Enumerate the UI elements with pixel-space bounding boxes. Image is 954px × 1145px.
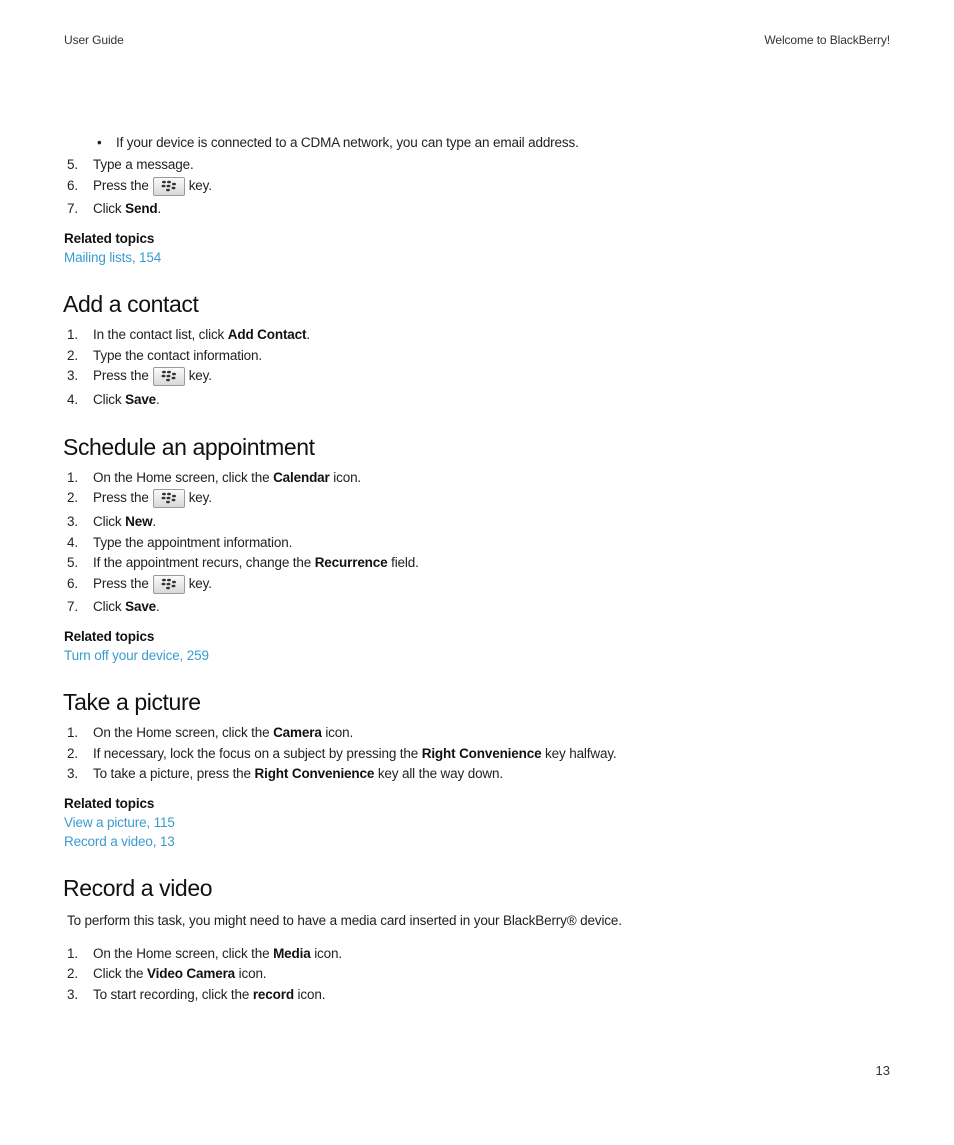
step-bold: Right Convenience — [421, 746, 542, 761]
section-title-take-picture: Take a picture — [63, 689, 201, 715]
section-title-add-contact: Add a contact — [63, 291, 199, 317]
step-text-pre: To start recording, click the — [93, 987, 253, 1002]
step-text — [93, 199, 161, 219]
step-text-post: key. — [188, 178, 212, 193]
step-text-post: key. — [188, 368, 212, 383]
step-number: 2. — [67, 966, 78, 981]
section-title-record-video: Record a video — [63, 875, 213, 901]
step-text: Type a message. — [93, 157, 194, 172]
blackberry-menu-key-icon — [153, 489, 185, 508]
step-text-pre: If the appointment recurs, change the — [93, 555, 315, 570]
step-number: 5. — [67, 555, 78, 570]
step-number: 6. — [67, 178, 78, 193]
step-bold: Camera — [273, 725, 322, 740]
step-text-pre: Press the — [93, 576, 149, 591]
step-text-post: . — [157, 201, 162, 216]
step-number: 5. — [67, 157, 78, 172]
step-text-pre: Click — [93, 514, 126, 529]
step-number: 2. — [67, 348, 78, 363]
step-number: 1. — [67, 725, 78, 740]
step-text-pre: On the Home screen, click the — [93, 946, 274, 961]
step-number: 3. — [67, 766, 78, 781]
link-record-video[interactable]: Record a video, 13 — [64, 834, 175, 849]
step-text-pre: Press the — [93, 368, 149, 383]
step-text-post: key. — [188, 490, 212, 505]
step-text — [93, 597, 160, 617]
bullet-text: If your device is connected to a CDMA network, you can type an email address. — [116, 135, 579, 150]
step-text — [93, 390, 160, 410]
step-number: 3. — [67, 368, 78, 383]
step-text-pre: On the Home screen, click the — [93, 725, 274, 740]
related-topics-heading: Related topics — [64, 796, 155, 811]
link-mailing-lists[interactable]: Mailing lists, 154 — [64, 250, 162, 265]
step-text — [93, 764, 503, 784]
step-bold: New — [125, 514, 153, 529]
step-text-pre: Click — [93, 392, 126, 407]
step-number: 4. — [67, 535, 78, 550]
step-text — [93, 512, 156, 532]
step-text-pre: Press the — [93, 490, 149, 505]
step-bold: Right Convenience — [254, 766, 375, 781]
step-bold: Add Contact — [227, 327, 307, 342]
step-text-post: . — [156, 392, 160, 407]
step-text — [93, 723, 353, 743]
step-text: Type the contact information. — [93, 348, 262, 363]
step-text-post: key. — [188, 576, 212, 591]
step-text-pre: Click — [93, 599, 126, 614]
page-number: 13 — [875, 1063, 890, 1078]
step-text — [93, 985, 325, 1005]
step-bold: Save — [125, 392, 157, 407]
step-text-pre: If necessary, lock the focus on a subject by pressing the — [93, 746, 422, 761]
section-title-schedule-appointment: Schedule an appointment — [63, 434, 315, 460]
bullet-marker: • — [97, 135, 102, 150]
step-bold: Send — [125, 201, 158, 216]
link-view-picture[interactable]: View a picture, 115 — [64, 815, 175, 830]
step-bold: Video Camera — [147, 966, 236, 981]
step-text — [93, 744, 617, 764]
step-number: 4. — [67, 392, 78, 407]
step-text-post: icon. — [321, 725, 354, 740]
section-intro: To perform this task, you might need to have a media card inserted in your BlackBerry® device. — [67, 913, 622, 928]
running-header-left: User Guide — [64, 33, 124, 47]
step-text-pre: Click — [93, 201, 126, 216]
step-text-pre: To take a picture, press the — [93, 766, 255, 781]
step-text-pre: In the contact list, click — [93, 327, 228, 342]
step-number: 1. — [67, 470, 78, 485]
step-text-post: icon. — [329, 470, 362, 485]
step-bold: record — [252, 987, 294, 1002]
step-text-post: key all the way down. — [374, 766, 503, 781]
step-text-post: field. — [387, 555, 419, 570]
step-text — [93, 366, 212, 386]
step-bold: Save — [125, 599, 157, 614]
blackberry-menu-key-icon — [153, 367, 185, 386]
step-bold: Media — [273, 946, 311, 961]
link-turn-off-device[interactable]: Turn off your device, 259 — [64, 648, 209, 663]
step-text: Type the appointment information. — [93, 535, 293, 550]
step-number: 7. — [67, 201, 78, 216]
step-text-post: . — [306, 327, 310, 342]
step-text — [93, 488, 212, 508]
step-bold: Recurrence — [314, 555, 388, 570]
step-number: 2. — [67, 746, 78, 761]
step-text — [93, 325, 310, 345]
step-text — [93, 553, 419, 573]
step-number: 3. — [67, 987, 78, 1002]
step-number: 2. — [67, 490, 78, 505]
related-topics-heading: Related topics — [64, 231, 155, 246]
step-text-post: key halfway. — [541, 746, 617, 761]
step-text — [93, 964, 266, 984]
step-number: 7. — [67, 599, 78, 614]
step-text-post: icon. — [235, 966, 267, 981]
step-text — [93, 944, 342, 964]
step-text-pre: On the Home screen, click the — [93, 470, 274, 485]
step-text-pre: Click the — [93, 966, 148, 981]
step-number: 1. — [67, 327, 78, 342]
step-text-pre: Press the — [93, 178, 149, 193]
step-text-post: . — [152, 514, 157, 529]
step-text-post: icon. — [310, 946, 342, 961]
related-topics-heading: Related topics — [64, 629, 155, 644]
running-header-right: Welcome to BlackBerry! — [764, 33, 890, 47]
step-text-post: . — [156, 599, 160, 614]
step-bold: Calendar — [273, 470, 330, 485]
step-number: 1. — [67, 946, 78, 961]
blackberry-menu-key-icon — [153, 575, 185, 594]
blackberry-menu-key-icon — [153, 177, 185, 196]
step-text — [93, 574, 212, 594]
step-number: 3. — [67, 514, 78, 529]
step-text-post: icon. — [293, 987, 326, 1002]
step-text — [93, 468, 361, 488]
step-number: 6. — [67, 576, 78, 591]
step-text — [93, 176, 212, 196]
